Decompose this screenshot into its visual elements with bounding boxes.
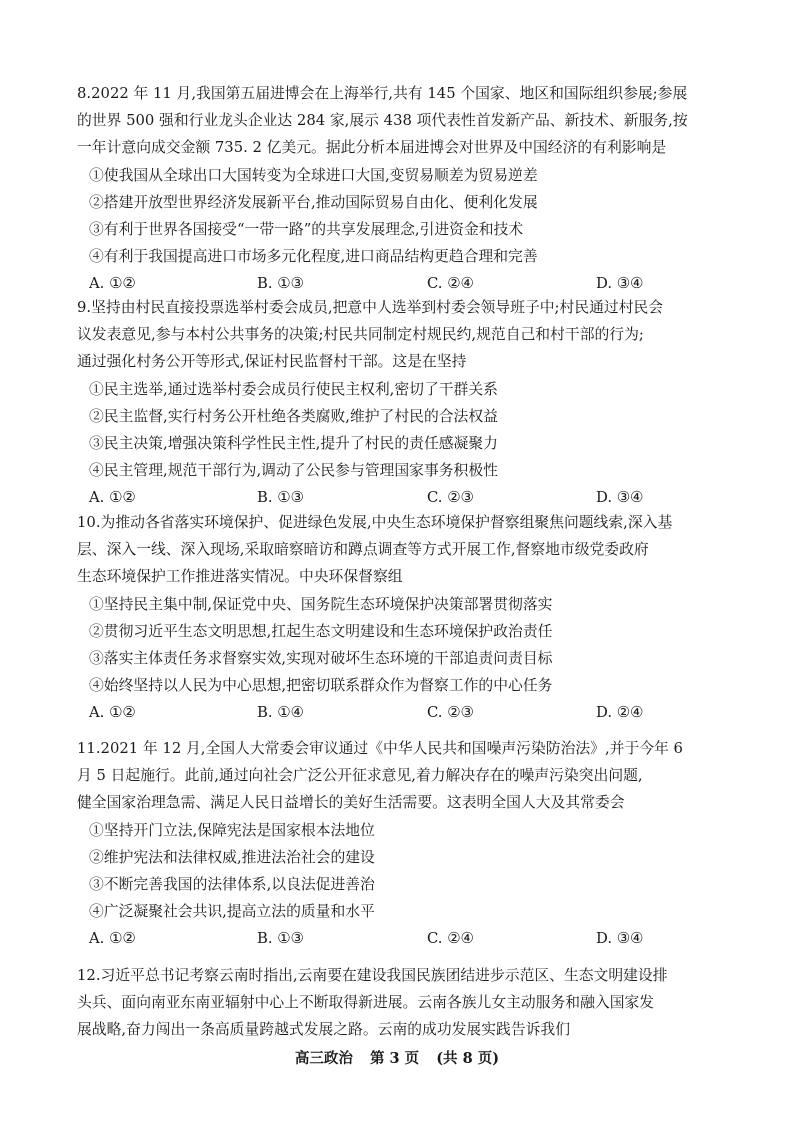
question-number: 12. [77,967,101,984]
statement-option: ①民主选举,通过选举村委会成员行使民主权利,密切了干群关系 [89,380,498,398]
answer-choice[interactable]: D. ③④ [596,930,644,948]
answer-choice[interactable]: B. ①③ [257,275,304,293]
question-stem-line: 的世界 500 强和行业龙头企业达 284 家,展示 438 项代表性首发新产品、新技术、新服务,按 [77,112,688,130]
question-stem-line: 层、深入一线、深入现场,采取暗察暗访和蹲点调查等方式开展工作,督察地市级党委政府 [77,541,649,559]
question-stem-first-line [77,739,683,759]
answer-choice[interactable]: B. ①③ [257,930,304,948]
statement-option: ②搭建开放型世界经济发展新平台,推动国际贸易自由化、便利化发展 [89,193,538,211]
question-stem-line: 展战略,奋力闯出一条高质量跨越式发展之路。云南的成功发展实践告诉我们 [77,1021,571,1039]
question-stem-first-line [77,84,687,104]
statement-option: ③有利于世界各国接受“一带一路”的共享发展理念,引进资金和技术 [89,221,524,238]
question-stem-text: 坚持由村民直接投票选举村委会成员,把意中人选举到村委会领导班子中;村民通过村民会 [91,299,664,316]
statement-option: ③不断完善我国的法律体系,以良法促进善治 [89,876,375,893]
answer-choice[interactable]: C. ②④ [427,930,474,948]
question-stem-text: 2021 年 12 月,全国人大常委会审议通过《中华人民共和国噪声污染防治法》,并于今年 6 [100,740,683,757]
statement-option: ④有利于我国提高进口市场多元化程度,进口商品结构更趋合理和完善 [89,248,538,266]
question-stem-line: 月 5 日起施行。此前,通过向社会广泛公开征求意见,着力解决存在的噪声污染突出问题, [77,767,643,785]
footer-subject: 高三政治 [294,1050,353,1067]
statement-option: ②贯彻习近平生态文明思想,扛起生态文明建设和生态环境保护政治责任 [89,622,553,640]
question-stem-line: 头兵、面向南亚东南亚辐射中心上不断取得新进展。云南各族儿女主动服务和融入国家发 [77,994,655,1012]
answer-choice[interactable]: B. ①③ [257,489,304,507]
answer-choice[interactable]: A. ①② [89,704,136,722]
answer-choice[interactable]: A. ①② [89,275,136,293]
question-stem-line: 议发表意见,参与本村公共事务的决策;村民共同制定村规民约,规范自己和村干部的行为; [77,326,644,344]
question-stem-first-line [77,966,668,986]
answer-choice[interactable]: D. ③④ [596,489,644,507]
question-stem-text: 习近平总书记考察云南时指出,云南要在建设我国民族团结进步示范区、生态文明建设排 [100,967,668,984]
footer-total-pages: (共 8 页) [436,1050,500,1067]
answer-choice[interactable]: A. ①② [89,930,136,948]
statement-option: ①坚持开门立法,保障宪法是国家根本法地位 [89,821,375,839]
answer-choice[interactable]: D. ②④ [596,704,644,722]
answer-choice[interactable]: C. ②③ [427,704,474,722]
question-stem-line: 一年计意向成交金额 735. 2 亿美元。据此分析本届进博会对世界及中国经济的有利影响是 [77,139,667,157]
answer-choice[interactable]: C. ②④ [427,275,474,293]
statement-option: ④广泛凝聚社会共识,提高立法的质量和水平 [89,903,375,921]
question-number: 10. [77,514,101,531]
statement-option: ③落实主体责任务求督察实效,实现对破坏生态环境的干部追责问责目标 [89,650,553,667]
question-stem-line: 生态环境保护工作推进落实情况。中央环保督察组 [77,568,403,586]
page-footer [0,1049,794,1069]
statement-option: ①坚持民主集中制,保证党中央、国务院生态环境保护决策部署贯彻落实 [89,595,553,613]
question-stem-line: 健全国家治理急需、满足人民日益增长的美好生活需要。这表明全国人大及其常委会 [77,794,625,812]
statement-option: ②维护宪法和法律权威,推进法治社会的建设 [89,848,375,866]
question-stem-text: 2022 年 11 月,我国第五届进博会在上海举行,共有 145 个国家、地区和国际组织参展;参展 [91,85,688,102]
statement-option: ③民主决策,增强决策科学性民主性,提升了村民的责任感凝聚力 [89,435,498,452]
answer-choice[interactable]: A. ①② [89,489,136,507]
statement-option: ④民主管理,规范干部行为,调动了公民参与管理国家事务积极性 [89,462,498,480]
question-number: 8. [77,85,92,102]
footer-page-number: 第 3 页 [369,1050,420,1067]
answer-choice[interactable]: B. ①④ [257,704,304,722]
question-stem-text: 为推动各省落实环境保护、促进绿色发展,中央生态环境保护督察组聚焦问题线索,深入基 [100,514,673,531]
question-stem-first-line [77,298,663,318]
statement-option: ④始终坚持以人民为中心思想,把密切联系群众作为督察工作的中心任务 [89,677,553,695]
statement-option: ①使我国从全球出口大国转变为全球进口大国,变贸易顺差为贸易逆差 [89,166,538,184]
statement-option: ②民主监督,实行村务公开杜绝各类腐败,维护了村民的合法权益 [89,407,498,425]
answer-choice[interactable]: C. ②③ [427,489,474,507]
question-number: 11. [77,740,101,757]
answer-choice[interactable]: D. ③④ [596,275,644,293]
question-number: 9. [77,299,92,316]
question-stem-first-line [77,513,672,533]
question-stem-line: 通过强化村务公开等形式,保证村民监督村干部。这是在坚持 [77,353,467,371]
